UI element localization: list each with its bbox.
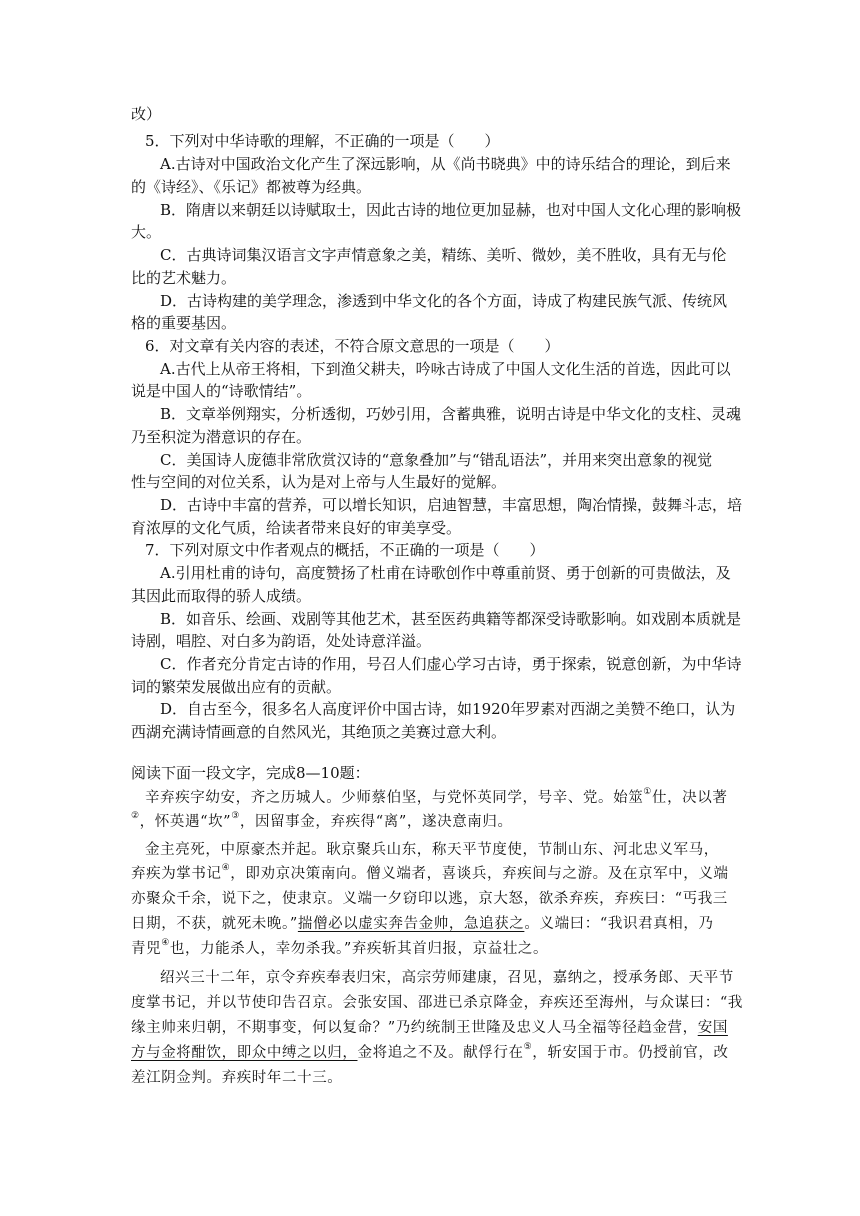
q6-option-d: D．古诗中丰富的营养，可以增长知识，启迪智慧，丰富思想，陶冶情操，鼓舞斗志，培: [160, 496, 743, 514]
q5-option-b: B．隋唐以来朝廷以诗赋取士，因此古诗的地位更加显赫，也对中国人文化心理的影响极: [160, 201, 742, 219]
question-6: 6．对文章有关内容的表述，不符合原文意思的一项是（ ）: [145, 337, 560, 355]
q7-option-b: B．如音乐、绘画、戏剧等其他艺术，甚至医药典籍等都深受诗歌影响。如戏剧本质就是: [160, 610, 742, 628]
passage-text: ，因留事金，弃疾得“离”，遂决意南归。: [239, 814, 513, 830]
passage-text: 也，力能杀人，幸勿杀我。”弃疾斩其首归报，京益壮之。: [169, 941, 549, 957]
footnote-mark: ①: [643, 787, 652, 798]
passage-text: 日期，不获，就死未晚。”: [131, 916, 298, 932]
q7-option-a: A.引用杜甫的诗句，高度赞扬了杜甫在诗歌创作中尊重前贤、勇于创新的可贵做法，及: [160, 564, 731, 582]
passage-text: 青兕: [131, 941, 162, 957]
passage-line: [131, 1018, 728, 1038]
question-5: 5．下列对中华诗歌的理解，不正确的一项是（ ）: [145, 132, 500, 150]
text-line: 乃至积淀为潜意识的存在。: [131, 428, 312, 446]
q6-option-b: B．文章举例翔实，分析透彻，巧妙引用，含蓄典雅，说明古诗是中华文化的支柱、灵魂: [160, 405, 742, 423]
passage-line: [145, 788, 727, 808]
passage-text: 缘主帅来归朝，不期事变，何以复命？”乃约统制王世隆及忠义人马全福等径趋金营，: [131, 1020, 698, 1036]
text-line: 性与空间的对位关系，认为是对上帝与人生最好的觉解。: [131, 473, 507, 491]
text-line: 其因此而取得的骄人成绩。: [131, 587, 312, 605]
passage-line: [131, 914, 714, 934]
passage-line: 金主亮死，中原豪杰并起。耿京聚兵山东，称天平节度使，节制山东、河北忠义军马，: [145, 842, 719, 858]
underlined-sentence: 方与金将酣饮，即众中缚之以归，: [131, 1045, 358, 1061]
q7-option-d: D．自古至今，很多名人高度评价中国古诗，如1920年罗素对西湖之美赞不绝口，认为: [160, 700, 736, 718]
passage-line: [131, 1043, 729, 1063]
text-line: 格的重要基因。: [131, 314, 237, 332]
question-7: 7．下列对原文中作者观点的概括，不正确的一项是（ ）: [145, 541, 545, 559]
passage-line: 度掌书记，并以节使印告召京。会张安国、邵进已杀京降金，弃疾还至海州，与众谋曰：“我: [131, 995, 744, 1011]
underlined-sentence: 揣僧必以虚实奔告金帅，急追获之: [297, 916, 525, 932]
text-line: 词的繁荣发展做出应有的贡献。: [131, 678, 342, 696]
footnote-mark: ⑤: [523, 1042, 533, 1053]
text-line: 育浓厚的文化气质，给读者带来良好的审美享受。: [131, 519, 462, 537]
passage-text: ，斩安国于市。仍授前官，改: [532, 1045, 729, 1061]
reading-intro: 阅读下面一段文字，完成8—10题：: [131, 764, 370, 782]
passage-text: ，即劝京决策南向。僧义端者，喜谈兵，弃疾间与之游。及在京军中，义端: [230, 866, 729, 882]
passage-line: 差江阴佥判。弃疾时年二十三。: [131, 1070, 343, 1086]
footnote-mark: ③: [231, 811, 240, 822]
passage-text: 金将追之不及。献俘行在: [357, 1045, 524, 1061]
passage-line: [131, 812, 513, 832]
footnote-mark: ④: [161, 938, 170, 949]
footnote-mark: ②: [131, 811, 140, 822]
text-line: 说是中国人的“诗歌情结”。: [131, 382, 312, 400]
passage-line: [131, 939, 548, 959]
text-line: 改）: [131, 105, 162, 123]
q6-option-c: C．美国诗人庞德非常欣赏汉诗的“意象叠加”与“错乱语法”，并用来突出意象的视觉: [160, 451, 713, 469]
text-line: 大。: [131, 223, 162, 241]
passage-text: 仕，决以著: [651, 790, 728, 806]
q5-option-c: C．古典诗词集汉语言文字声情意象之美，精练、美听、微妙，美不胜收，具有无与伦: [160, 246, 727, 264]
footnote-mark: ④: [221, 863, 231, 874]
underlined-sentence: 安国: [697, 1020, 728, 1036]
passage-text: 弃疾为掌书记: [131, 866, 222, 882]
q7-option-c: C．作者充分肯定古诗的作用，号召人们虚心学习古诗，勇于探索，锐意创新，为中华诗: [160, 655, 742, 673]
q6-option-a: A.古代上从帝王将相，下到渔父耕夫，吟咏古诗成了中国人文化生活的首选，因此可以: [160, 360, 731, 378]
text-line: 比的艺术魅力。: [131, 269, 237, 287]
q5-option-a: A.古诗对中国政治文化产生了深远影响，从《尚书晓典》中的诗乐结合的理论，到后来: [160, 155, 731, 173]
passage-line: [131, 864, 729, 884]
passage-text: ，怀英遇“坎”: [139, 814, 232, 830]
passage-text: 辛弃疾字幼安，齐之历城人。少师蔡伯坚，与党怀英同学，号辛、党。始筮: [145, 790, 644, 806]
passage-line: 绍兴三十二年，京令弃疾奉表归宋，高宗劳师建康，召见，嘉纳之，授承务郎、天平节: [160, 970, 734, 986]
text-line: 西湖充满诗情画意的自然风光，其绝顶之美赛过意大利。: [131, 723, 507, 741]
text-line: 诗剧，唱腔、对白多为韵语，处处诗意洋溢。: [131, 632, 432, 650]
passage-text: 。义端曰：“我识君真相，乃: [524, 916, 714, 932]
passage-line: 亦聚众千余，说下之，使隶京。义端一夕窃印以逃，京大怒，欲杀弃疾，弃疾曰：“丐我三: [131, 891, 728, 907]
text-line: 的《诗经》、《乐记》都被尊为经典。: [131, 178, 372, 196]
q5-option-d: D．古诗构建的美学理念，渗透到中华文化的各个方面，诗成了构建民族气派、传统风: [160, 292, 728, 310]
